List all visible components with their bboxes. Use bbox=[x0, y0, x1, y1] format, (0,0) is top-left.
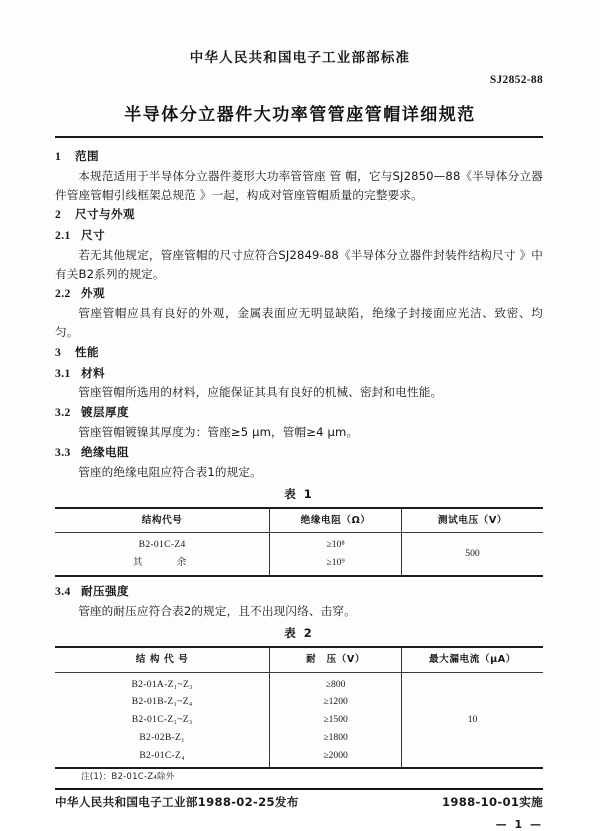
footer-divider bbox=[55, 788, 543, 790]
table-2-code-2: B2-01C-Z₁~Z₃ bbox=[131, 714, 193, 726]
table-1-caption: 表 1 bbox=[284, 487, 314, 502]
clause-2-2-paragraph: 管座管帽应具有良好的外观，金属表面应无明显缺陷，绝缘子封接面应光洁、致密、均匀。 bbox=[55, 306, 543, 340]
clause-1-title: 范围 bbox=[75, 149, 99, 163]
table-1-col-structure-code: 结构代号 bbox=[55, 508, 270, 533]
table-1-test-voltage-cell: 500 bbox=[401, 533, 543, 576]
table-1-resistance-cell bbox=[270, 533, 402, 576]
clause-3-1-heading bbox=[55, 364, 543, 384]
table-2 bbox=[55, 646, 543, 769]
clause-2-1-number: 2.1 bbox=[55, 229, 71, 243]
clause-1-heading bbox=[55, 147, 543, 167]
table-2-code-0: B2-01A-Z₁~Z₃ bbox=[131, 678, 193, 690]
footer-issuer: 中华人民共和国电子工业部1988-02-25发布 bbox=[55, 795, 299, 810]
table-1-header-row bbox=[55, 508, 543, 533]
clause-2-2-heading bbox=[55, 284, 543, 304]
document-header bbox=[0, 0, 600, 125]
clause-2-2-title: 外观 bbox=[81, 286, 105, 301]
table-1-col-insulation-resistance: 绝缘电阻（Ω） bbox=[270, 508, 402, 533]
table-1-resistance-0: ≥10⁸ bbox=[326, 539, 345, 551]
table-2-voltage-cell bbox=[270, 672, 402, 768]
clause-2-1-heading bbox=[55, 226, 543, 246]
clause-3-2-heading bbox=[55, 403, 543, 423]
clause-2-heading bbox=[55, 205, 543, 225]
table-2-col-max-leakage-current: 最大漏电流（μA） bbox=[401, 647, 543, 672]
table-2-voltage-3: ≥1800 bbox=[323, 731, 348, 743]
table-2-caption: 表 2 bbox=[284, 626, 314, 641]
table-row bbox=[55, 533, 543, 576]
clause-3-3-paragraph: 管座的绝缘电阻应符合表1的规定。 bbox=[78, 464, 262, 479]
table-2-code-1: B2-01B-Z₁~Z₄ bbox=[131, 696, 193, 708]
clause-3-number: 3 bbox=[55, 345, 62, 359]
clause-2-1-title: 尺寸 bbox=[81, 228, 105, 243]
clause-2-2-number: 2.2 bbox=[55, 287, 71, 301]
clause-2-title: 尺寸与外观 bbox=[75, 207, 135, 222]
table-2-col-withstand-voltage: 耐 压（V） bbox=[270, 647, 402, 672]
table-2-leakage-cell: 10 bbox=[401, 672, 543, 768]
table-2-voltage-4: ≥2000 bbox=[323, 749, 348, 761]
footer-effective-date: 1988-10-01实施 bbox=[442, 795, 543, 810]
clause-1-paragraph: 本规范适用于半导体分立器件菱形大功率管管座 管 帽，它与SJ2850—88《半导体分立器件管座管帽引线框架总规范 》一起，构成对管座管帽质量的完整要求。 bbox=[55, 168, 543, 202]
clause-3-4-title: 耐压强度 bbox=[81, 583, 129, 598]
clause-3-1-number: 3.1 bbox=[55, 366, 71, 380]
clause-1-number: 1 bbox=[55, 150, 62, 163]
page-number: — 1 — bbox=[495, 818, 543, 831]
clause-3-4-number: 3.4 bbox=[55, 584, 71, 598]
table-1-code-0: B2-01C-Z4 bbox=[138, 539, 186, 551]
clause-3-3-number: 3.3 bbox=[55, 445, 71, 459]
clause-3-4-heading bbox=[55, 582, 543, 602]
standard-number-row bbox=[0, 74, 600, 94]
table-1-col-test-voltage: 测试电压（V） bbox=[401, 508, 543, 533]
issuing-ministry-line: 中华人民共和国电子工业部部标准 bbox=[189, 50, 411, 66]
document-footer bbox=[55, 794, 543, 810]
standard-number: SJ2852-88 bbox=[489, 74, 543, 86]
clause-3-3-title: 绝缘电阻 bbox=[81, 444, 129, 459]
clause-3-2-paragraph: 管座管帽镀镍其厚度为：管座≥5 μm，管帽≥4 μm。 bbox=[78, 424, 359, 439]
document-body bbox=[55, 147, 543, 785]
table-1-code-cell bbox=[55, 533, 270, 576]
clause-3-title: 性能 bbox=[75, 344, 99, 359]
clause-3-heading bbox=[55, 343, 543, 363]
table-2-code-cell bbox=[55, 672, 270, 768]
table-2-col-structure-code: 结 构 代 号 bbox=[55, 647, 270, 672]
clause-2-number: 2 bbox=[55, 208, 62, 222]
header-divider bbox=[55, 136, 543, 138]
clause-3-3-heading bbox=[55, 443, 543, 463]
table-2-code-3: B2-02B-Z₁ bbox=[139, 731, 185, 743]
clause-3-1-title: 材料 bbox=[81, 365, 105, 380]
clause-3-2-number: 3.2 bbox=[55, 406, 71, 420]
table-1-code-1: 其 余 bbox=[132, 557, 192, 569]
clause-3-1-paragraph: 管座管帽所选用的材料，应能保证其具有良好的机械、密封和电性能。 bbox=[78, 385, 443, 400]
clause-3-4-paragraph: 管座的耐压应符合表2的规定，且不出现闪络、击穿。 bbox=[78, 603, 356, 618]
clause-2-1-paragraph: 若无其他规定，管座管帽的尺寸应符合SJ2849-88《半导体分立器件封装件结构尺寸 》中有关B2系列的规定。 bbox=[55, 247, 543, 281]
table-2-code-4: B2-01C-Z₄ bbox=[139, 749, 185, 761]
document-title: 半导体分立器件大功率管管座管帽详细规范 bbox=[124, 105, 476, 125]
table-2-footnote: 注(1)：B2-01C-Z₄除外 bbox=[81, 772, 175, 783]
table-2-wrapper bbox=[55, 646, 543, 785]
table-2-header-row bbox=[55, 647, 543, 672]
table-1 bbox=[55, 507, 543, 577]
table-row bbox=[55, 672, 543, 768]
table-1-resistance-1: ≥10⁹ bbox=[326, 557, 345, 569]
clause-3-2-title: 镀层厚度 bbox=[81, 405, 129, 420]
table-1-wrapper bbox=[55, 507, 543, 577]
table-2-voltage-0: ≥800 bbox=[325, 678, 346, 690]
table-2-voltage-1: ≥1200 bbox=[323, 696, 348, 708]
table-2-voltage-2: ≥1500 bbox=[323, 714, 348, 726]
